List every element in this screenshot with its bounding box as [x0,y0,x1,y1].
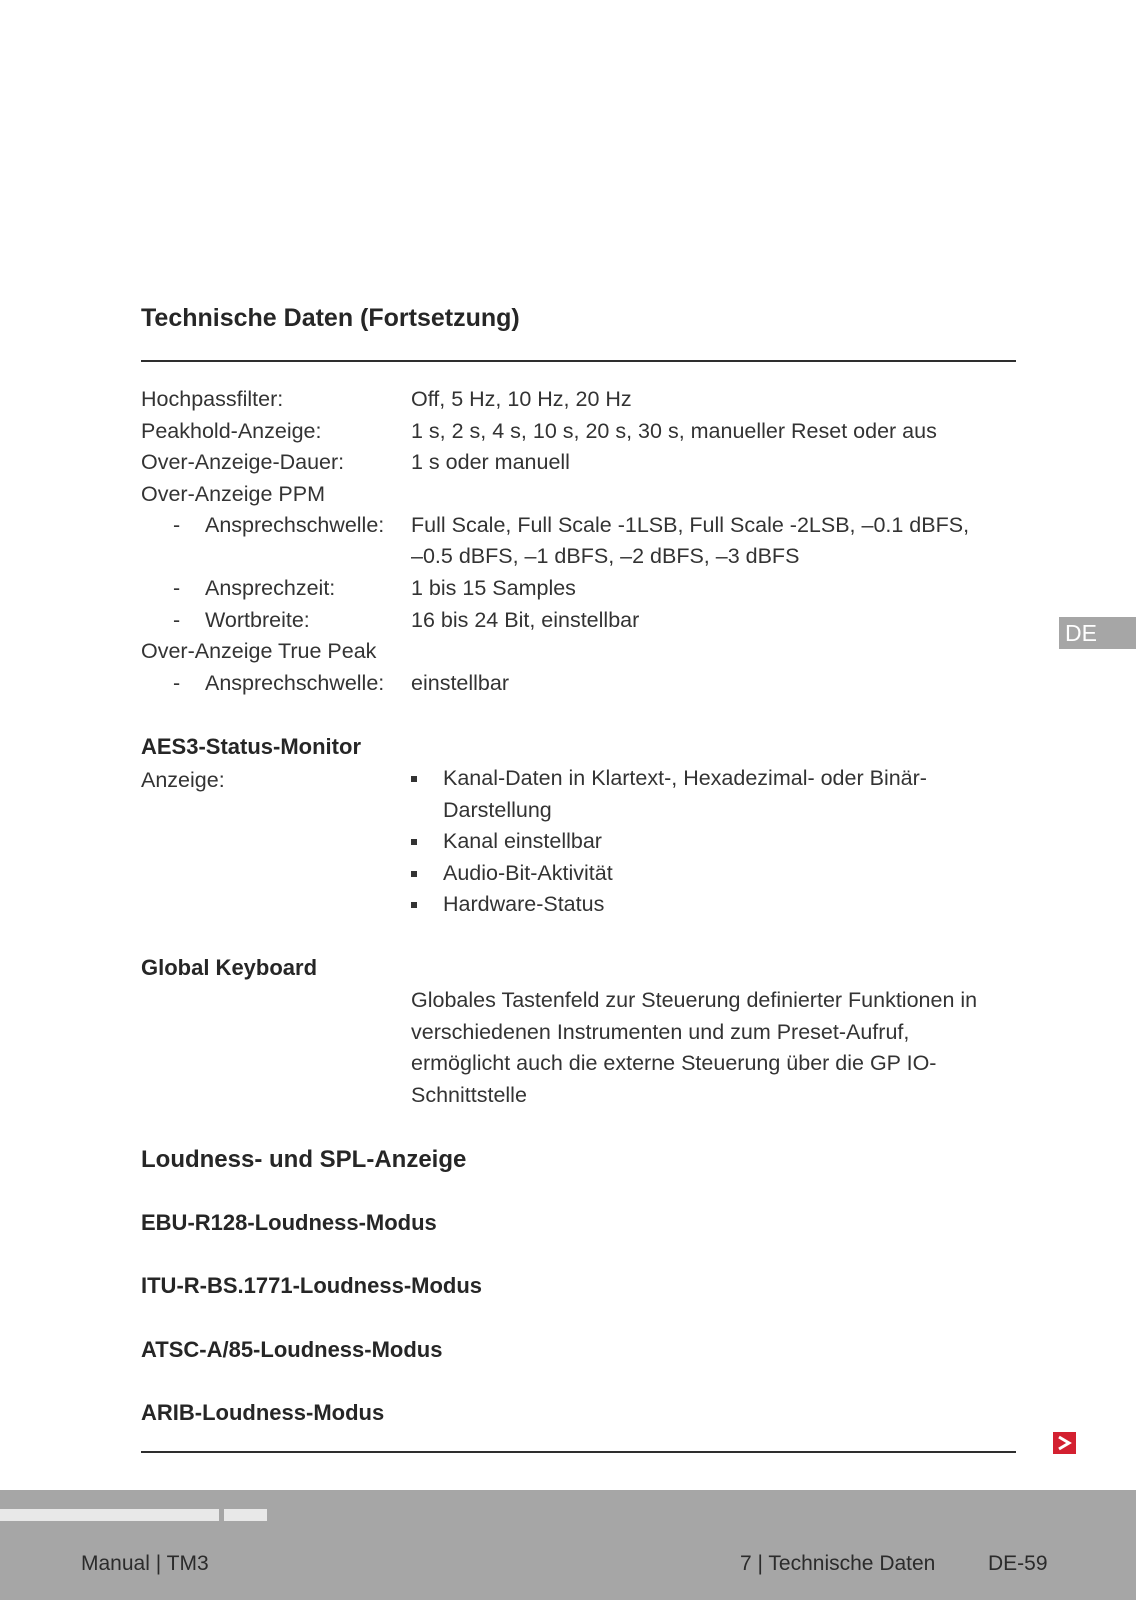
footer-page-number: DE-59 [988,1552,1048,1575]
spec-label: Peakhold-Anzeige: [141,419,322,443]
spec-value: 16 bis 24 Bit, einstellbar [411,608,640,632]
footer-manual-label: Manual | TM3 [81,1552,209,1575]
list-item [409,763,1023,826]
spec-label: Wortbreite: [205,608,310,632]
spec-value-continued: –0.5 dBFS, –1 dBFS, –2 dBFS, –3 dBFS [411,544,800,568]
spec-value: Full Scale, Full Scale -1LSB, Full Scale -2LSB, –0.1 dBFS, [411,513,970,537]
dash-marker: - [173,576,181,600]
header-divider [141,360,1016,362]
spec-label: Hochpassfilter: [141,387,284,411]
spec-value: 1 s, 2 s, 4 s, 10 s, 20 s, 30 s, manueller Reset oder aus [411,419,937,443]
loudness-mode-itu: ITU-R-BS.1771-Loudness-Modus [141,1273,483,1298]
aes-section-heading: AES3-Status-Monitor [141,734,361,759]
footer-chapter-label: 7 | Technische Daten [740,1552,936,1575]
bullet-icon [411,839,417,845]
dash-marker: - [173,608,181,632]
page-footer [0,1490,1136,1600]
loudness-mode-arib: ARIB-Loudness-Modus [141,1400,385,1425]
spec-label: Ansprechzeit: [205,576,336,600]
loudness-mode-atsc: ATSC-A/85-Loudness-Modus [141,1337,443,1362]
keyboard-section-heading: Global Keyboard [141,955,318,980]
spec-value: 1 s oder manuell [411,450,570,474]
next-page-arrow-icon[interactable] [1053,1432,1076,1454]
loudness-section-heading: Loudness- und SPL-Anzeige [141,1146,467,1173]
keyboard-description: Globales Tastenfeld zur Steuerung definierter Funktionen in verschiedenen Instrumenten und zum Preset-Aufruf, ermöglicht auch die externe Steuerung über die GP IO-Schnittstelle [411,988,978,1107]
list-item-text: Hardware-Status [443,892,605,916]
spec-label: Ansprechschwelle: [205,671,385,695]
spec-group-label: Over-Anzeige True Peak [141,639,377,663]
spec-group-label: Over-Anzeige PPM [141,482,326,506]
list-item-text: Audio-Bit-Aktivität [443,860,613,885]
footer-progress-bar [0,1509,219,1521]
spec-value: Off, 5 Hz, 10 Hz, 20 Hz [411,387,632,411]
spec-value: einstellbar [411,671,509,695]
language-tab[interactable]: DE [1059,617,1136,649]
bullet-icon [411,902,417,908]
list-item [409,889,1023,921]
list-item-text: Kanal einstellbar [443,829,602,853]
dash-marker: - [173,671,181,695]
aes-bullet-list [409,763,1023,921]
loudness-mode-ebu: EBU-R128-Loudness-Modus [141,1210,437,1235]
list-item-text: Kanal-Daten in Klartext-, Hexadezimal- oder Binär-Darstellung [443,766,927,822]
footer-divider [141,1451,1016,1453]
spec-label: Anzeige: [141,768,225,792]
spec-value: 1 bis 15 Samples [411,576,576,600]
bullet-icon [411,776,417,782]
bullet-icon [411,871,417,877]
list-item [409,826,1023,858]
dash-marker: - [173,513,181,537]
spec-label: Ansprechschwelle: [205,513,385,537]
footer-progress-marker [224,1509,267,1521]
page-title: Technische Daten (Fortsetzung) [141,304,520,332]
list-item [409,858,1023,890]
spec-label: Over-Anzeige-Dauer: [141,450,345,474]
